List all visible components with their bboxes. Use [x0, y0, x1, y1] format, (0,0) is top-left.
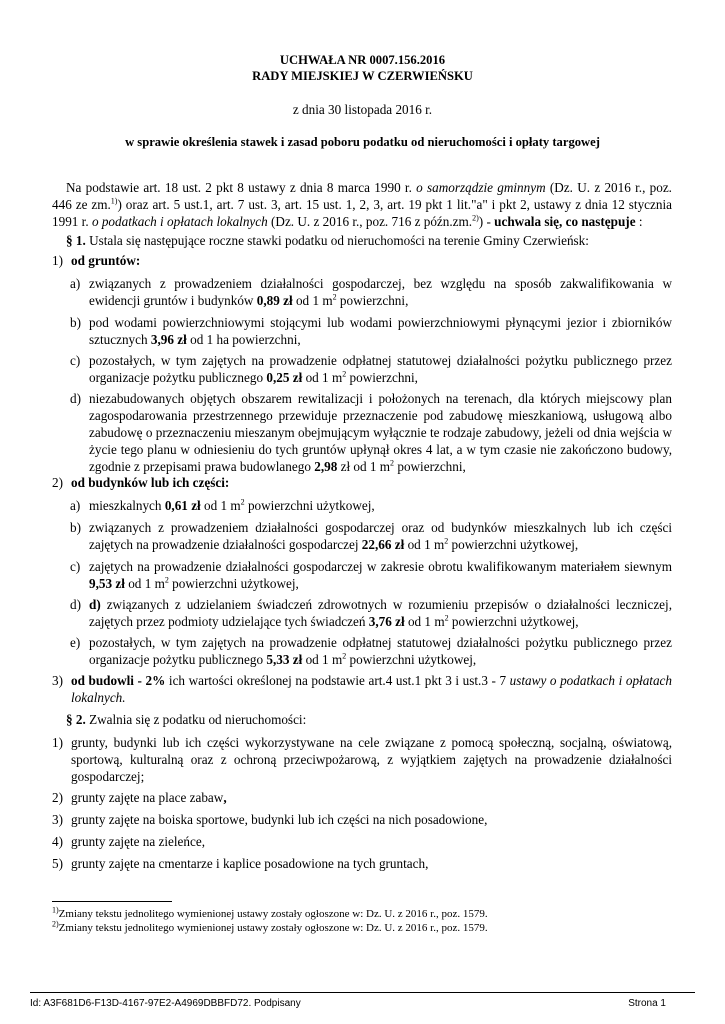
- item-buildings-e: e) pozostałych, w tym zajętych na prowadzenie odpłatnej statutowej działalności pożytku publicznego przez organizacje pożytku publicznego 5,33 zł od 1 $m^2$ powierzchni użytkowej,: [70, 635, 672, 667]
- exemption-item-1: 1) grunty, budynki lub ich części wykorzystywane na cele związane z pomocą społeczną, socjalną, oświatową, sportową, kulturalną oraz z ochroną przeciwpożarową, z wyjątkiem zajętych na prowadzenie działalności gospodarczej;: [52, 735, 672, 784]
- item-buildings-a: a) mieszkalnych 0,61 zł od 1 $m^2$ powierzchni użytkowej,: [70, 497, 375, 513]
- resolution-number: UCHWAŁA NR 0007.156.2016: [279, 53, 446, 67]
- footnote-divider: [52, 901, 172, 902]
- item-structures: 3) od budowli - 2% ich wartości określonej na podstawie art.4 ust.1 pkt 3 i ust.3 - 7 ustawy o podatkach i opłatach lokalnych.: [52, 673, 672, 705]
- footnote-2: $^{2)}$Zmiany tekstu jednolitego wymienionej ustawy zostały ogłoszone w: Dz. U. z 2016 r., poz. 1579.: [52, 919, 488, 934]
- item-buildings-b: b) związanych z prowadzeniem działalności gospodarczej oraz od budynków mieszkalnych lub ich części zajętych na prowadzenie działalności gospodarczej 22,66 zł od 1 $m^2$ powierzchni użytkowej,: [70, 520, 672, 552]
- item-buildings-c: c) zajętych na prowadzenie działalności gospodarczej w zakresie obrotu kwalifikowanym materiałem siewnym 9,53 zł od 1 $m^2$ powierzchni użytkowej,: [70, 559, 672, 591]
- exemption-item-5: 5) grunty zajęte na cmentarze i kaplice posadowione na tych gruntach,: [52, 856, 429, 871]
- resolution-subject: w sprawie określenia stawek i zasad poboru podatku od nieruchomości i opłaty targowej: [125, 135, 600, 149]
- section-2: § 2. Zwalnia się z podatku od nieruchomości:: [66, 712, 307, 727]
- exemption-item-3: 3) grunty zajęte na boiska sportowe, budynki lub ich części na nich posadowione,: [52, 812, 488, 827]
- section-1: § 1. Ustala się następujące roczne stawki podatku od nieruchomości na terenie Gminy Czerwieńsk:: [66, 233, 589, 248]
- exemption-item-2: 2) grunty zajęte na place zabaw,: [52, 790, 227, 805]
- exemption-item-4: 4) grunty zajęte na zieleńce,: [52, 834, 205, 849]
- footnote-ref-1: 1): [110, 196, 118, 206]
- preamble: Na podstawie art. 18 ust. 2 pkt 8 ustawy z dnia 8 marca 1990 r. o samorządzie gminnym (Dz. U. z 2016 r., poz. 446 ze zm.$^{1)}$) oraz art. 5 ust.1, art. 7 ust. 3, art. 15 ust. 1, 2, 3, art. 19 pkt 1 lit."a" i pkt 2, ustawy z dnia 12 stycznia 1991 r. o podatkach i opłatach lokalnych (Dz. U. z 2016 r., poz. 716 z późn.zm.$^{2)}$) - uchwala się, co następuje :: [52, 180, 672, 229]
- item-land-b: b) pod wodami powierzchniowymi stojącymi lub wodami powierzchniowymi płynącymi jezior i zbiorników sztucznych 3,96 zł od 1 ha powierzchni,: [70, 315, 672, 347]
- item-land-c: c) pozostałych, w tym zajętych na prowadzenie odpłatnej statutowej działalności pożytku publicznego przez organizacje pożytku publicznego 0,25 zł od 1 $m^2$ powierzchni,: [70, 353, 672, 385]
- footnote-1: $^{1)}$Zmiany tekstu jednolitego wymienionej ustawy zostały ogłoszone w: Dz. U. z 2016 r., poz. 1579.: [52, 905, 488, 920]
- item-land: 1) od gruntów:: [52, 253, 141, 268]
- footer-divider: [30, 992, 695, 993]
- page-number: Strona 1: [628, 998, 666, 1009]
- item-land-d: d) niezabudowanych objętych obszarem rewitalizacji i położonych na terenach, dla których miejscowy plan zagospodarowania przestrzennego przewiduje przeznaczenie pod zabudowę mieszkaniową, usługową albo zabudowę o przeznaczeniu mieszanym obejmującym wyłącznie te rodzaje zabudowy, jeżeli od dnia wejścia w życie tego planu w odniesieniu do tych gruntów upłynął okres 4 lat, a w tym czasie nie zakończono budowy, zgodnie z przepisami prawa budowlanego 2,98 zł od 1 $m^2$ powierzchni,: [70, 391, 672, 474]
- item-buildings-d: d) d) związanych z udzielaniem świadczeń zdrowotnych w rozumieniu przepisów o działalności leczniczej, zajętych przez podmioty udzielające tych świadczeń 3,76 zł od 1 $m^2$ powierzchni użytkowej,: [70, 597, 672, 629]
- item-land-a: a) związanych z prowadzeniem działalności gospodarczej, bez względu na sposób zakwalifikowania w ewidencji gruntów i budynków 0,89 zł od 1 $m^2$ powierzchni,: [70, 276, 672, 308]
- council-name: RADY MIEJSKIEJ W CZERWIEŃSKU: [252, 69, 473, 83]
- item-buildings: 2) od budynków lub ich części:: [52, 475, 230, 490]
- document-id: Id: A3F681D6-F13D-4167-97E2-A4969DBBFD72. Podpisany: [30, 998, 301, 1009]
- resolution-date: z dnia 30 listopada 2016 r.: [292, 102, 433, 117]
- footnote-ref-2: 2): [472, 213, 479, 223]
